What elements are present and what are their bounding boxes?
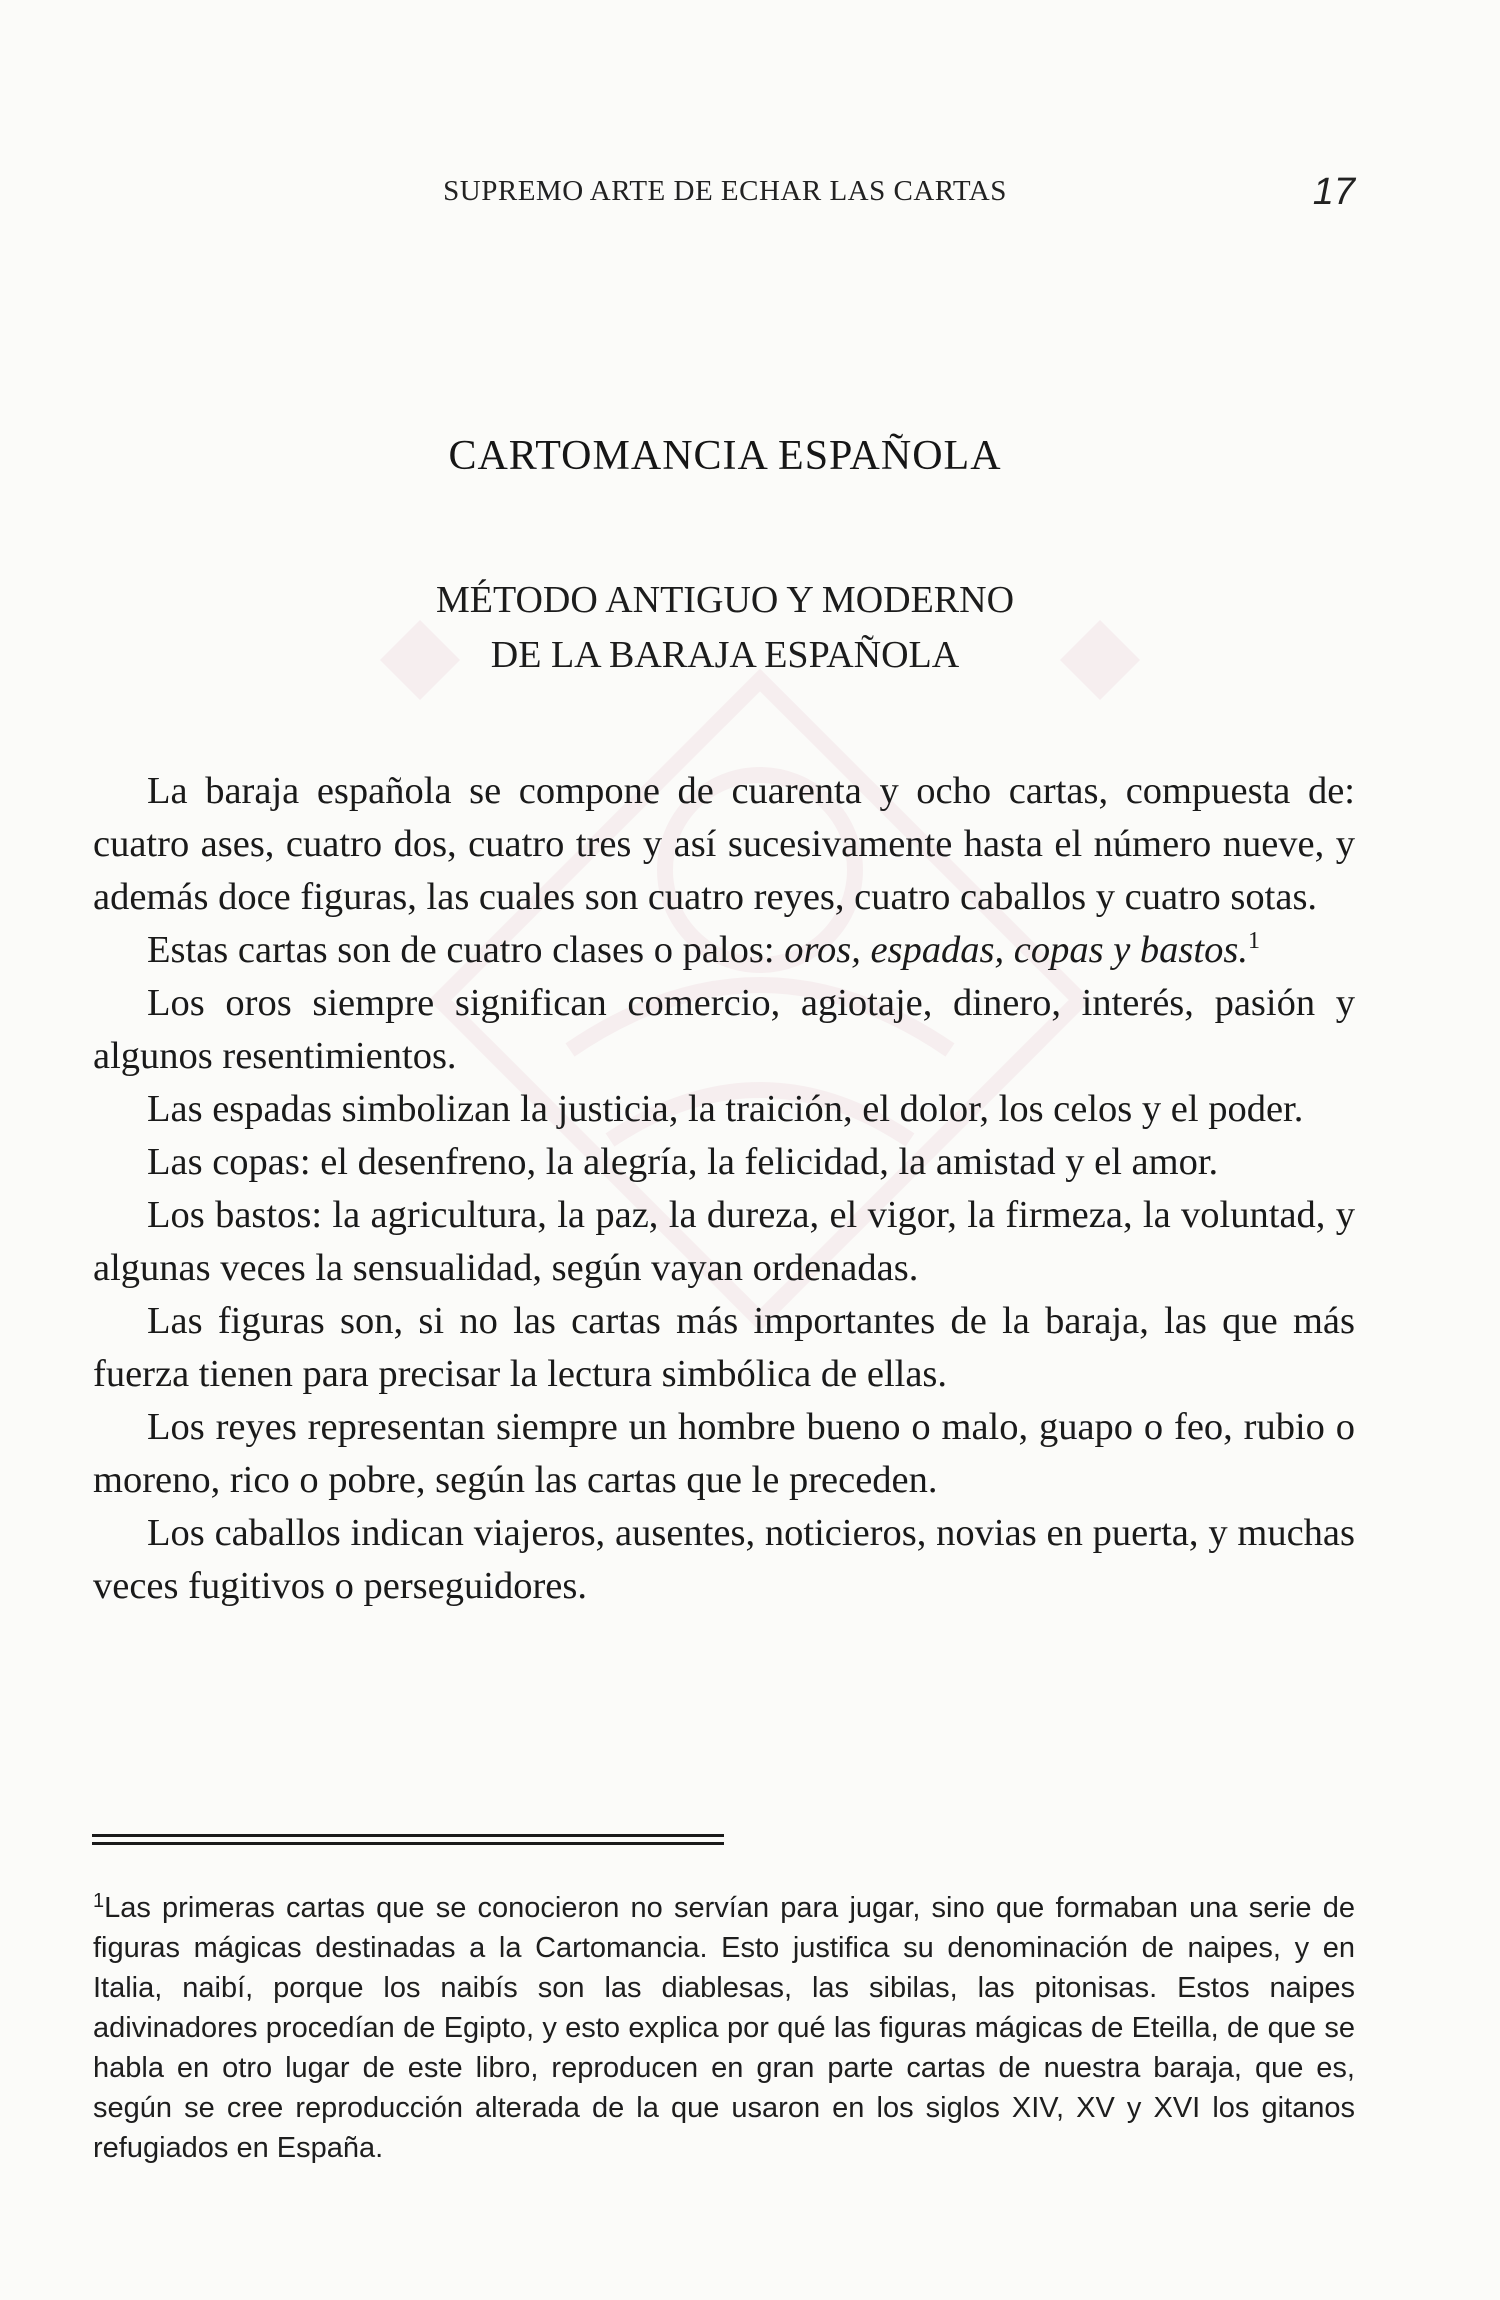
page-number: 17 bbox=[1312, 171, 1355, 213]
running-header bbox=[95, 171, 1355, 215]
paragraph: Los caballos indican viajeros, ausentes, noticieros, novias en puerta, y muchas veces fugitivos o perseguidores. bbox=[93, 1512, 1355, 1607]
footnote-marker: 1 bbox=[93, 1890, 105, 1912]
running-title: SUPREMO ARTE DE ECHAR LAS CARTAS bbox=[443, 175, 1007, 207]
paragraph: Los reyes representan siempre un hombre bueno o malo, guapo o feo, rubio o moreno, rico o pobre, según las cartas que le preceden. bbox=[93, 1406, 1355, 1501]
paragraph: Los oros siempre significan comercio, agiotaje, dinero, interés, pasión y algunos resentimientos. bbox=[93, 982, 1355, 1077]
paragraph: Las figuras son, si no las cartas más importantes de la baraja, las que más fuerza tienen para precisar la lectura simbólica de ellas. bbox=[93, 1300, 1355, 1395]
footnote-rule bbox=[92, 1842, 724, 1845]
paragraph: Los bastos: la agricultura, la paz, la dureza, el vigor, la firmeza, la voluntad, y algunas veces la sensualidad, según vayan ordenadas. bbox=[93, 1194, 1355, 1289]
body-text bbox=[93, 765, 1355, 1613]
paragraph: Las copas: el desenfreno, la alegría, la felicidad, la amistad y el amor. bbox=[147, 1141, 1219, 1183]
footnote-reference[interactable]: 1 bbox=[1247, 928, 1260, 954]
footnote-text: Las primeras cartas que se conocieron no servían para jugar, sino que formaban una serie de figuras mágicas destinadas a la Cartomancia. Esto justifica su denominación de naipes, y en Italia, naibí, porque los naibís son las diablesas, las sibilas, las pitonisas. Estos naipes adivinadores procedían de Egipto, y esto explica por qué las figuras mágicas de Eteilla, de que se habla en otro lugar de este libro, reproducen en gran parte cartas de nuestra baraja, que es, según se cree reproducción alterada de la que usaron en los siglos XIV, XV y XVI los gitanos refugiados en España. bbox=[93, 1892, 1355, 2164]
suits-list: oros, espadas, copas y bastos. bbox=[784, 929, 1248, 971]
footnote-rule bbox=[92, 1834, 724, 1837]
footnote-separator bbox=[92, 1834, 724, 1850]
chapter-title: CARTOMANCIA ESPAÑOLA bbox=[448, 433, 1002, 479]
paragraph-lead: Estas cartas son de cuatro clases o palos: bbox=[147, 929, 785, 971]
paragraph: Las espadas simbolizan la justicia, la traición, el dolor, los celos y el poder. bbox=[147, 1088, 1304, 1130]
chapter-subtitle-line-2: DE LA BARAJA ESPAÑOLA bbox=[490, 634, 960, 676]
chapter-subtitle-line-1: MÉTODO ANTIGUO Y MODERNO bbox=[435, 579, 1015, 621]
footnote bbox=[93, 1888, 1355, 2168]
paragraph bbox=[93, 924, 1355, 977]
paragraph: La baraja española se compone de cuarenta y ocho cartas, compuesta de: cuatro ases, cuatro dos, cuatro tres y así sucesivamente hasta el número nueve, y además doce figuras, las cuales son cuatro reyes, cuatro caballos y cuatro sotas. bbox=[93, 770, 1355, 918]
